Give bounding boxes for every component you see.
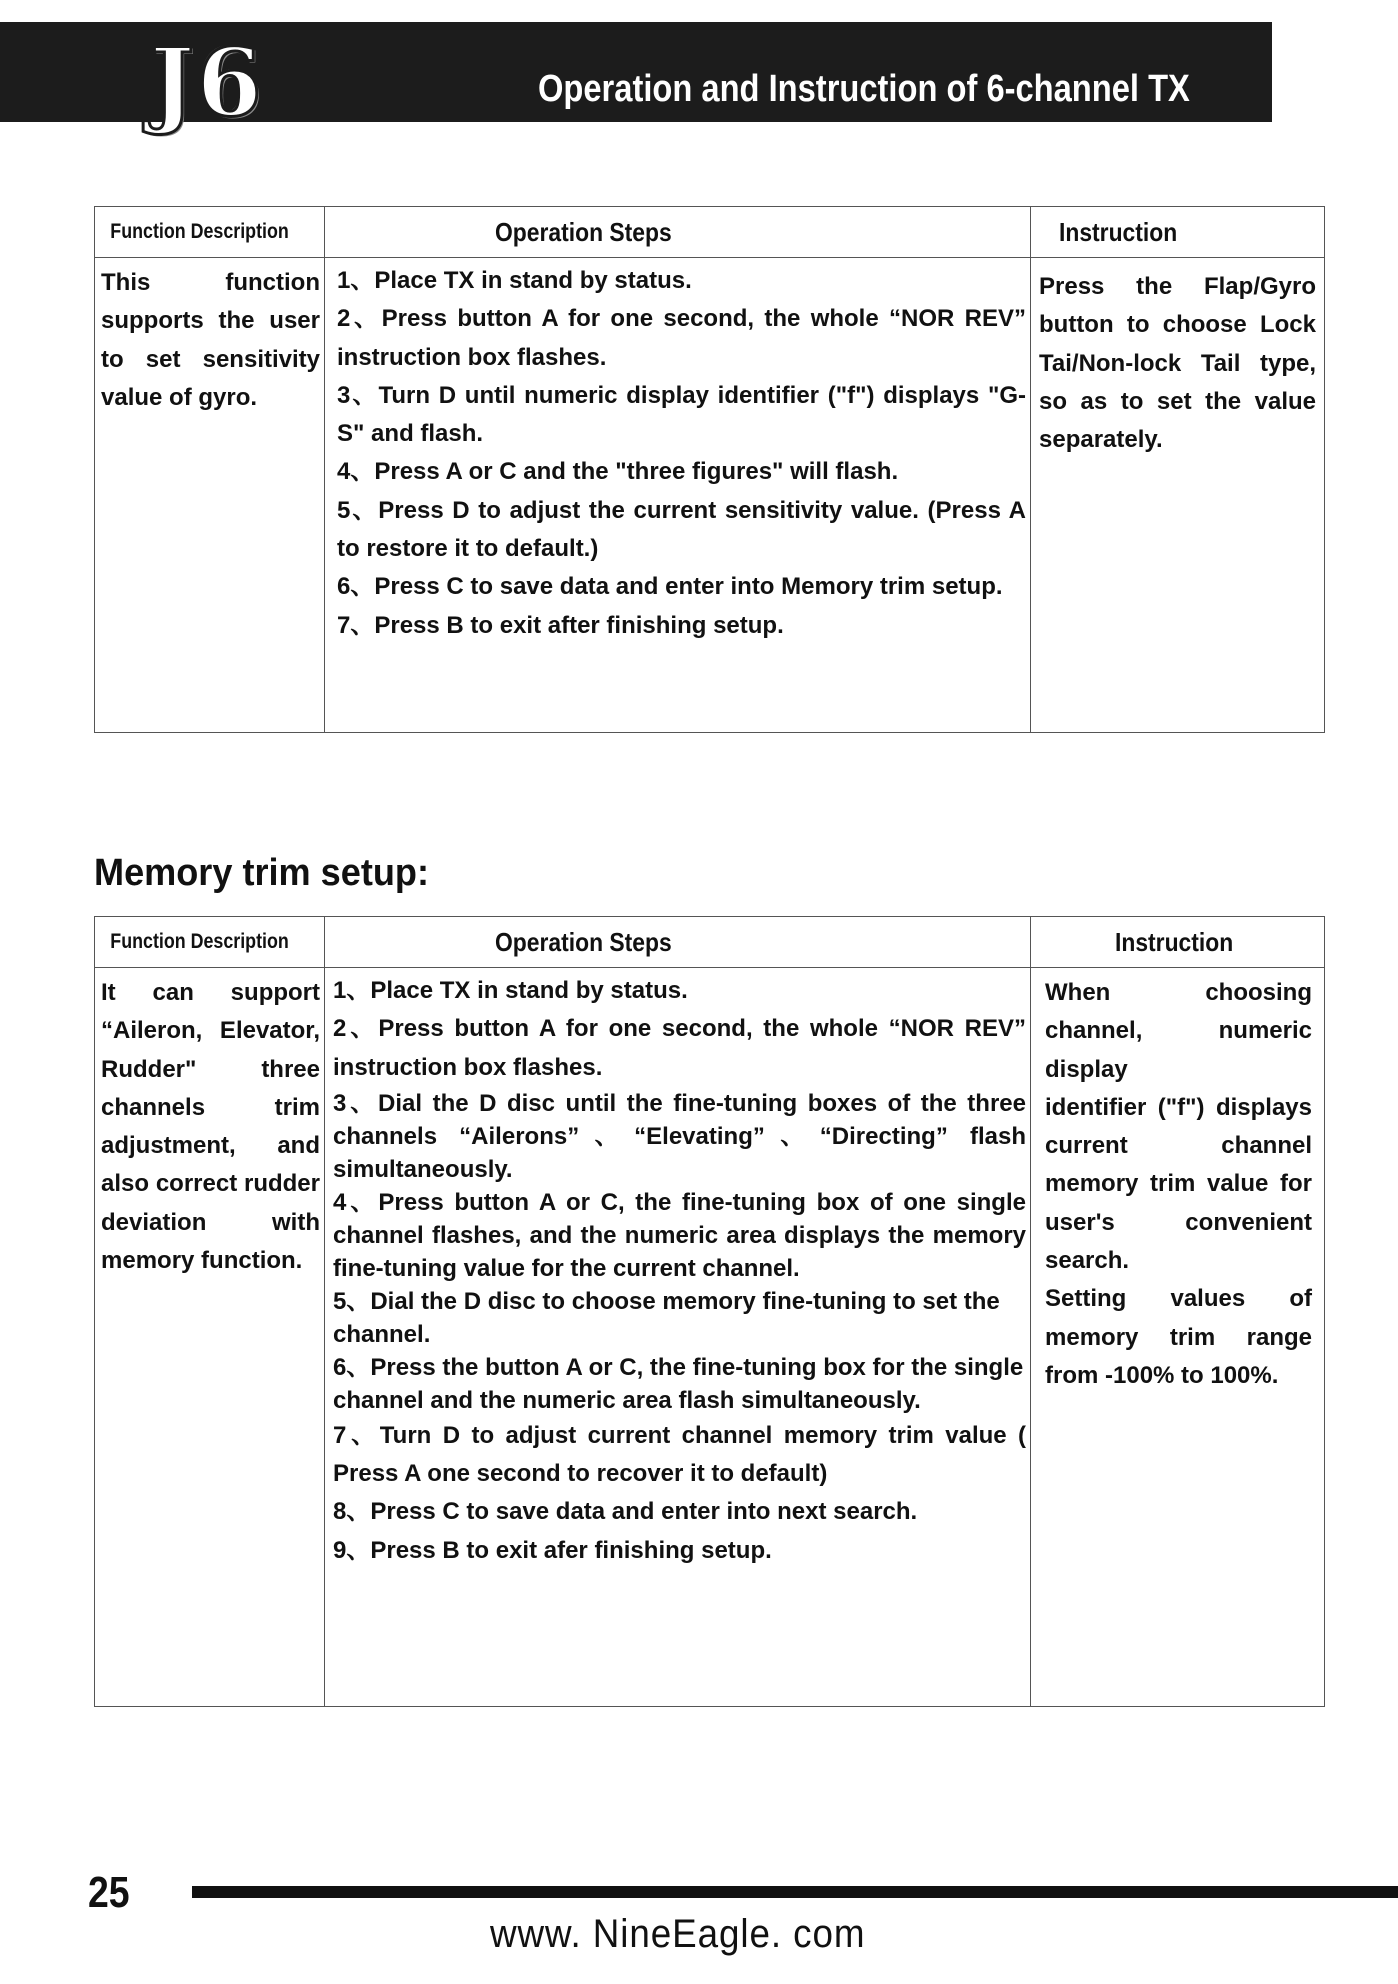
page-number: 25 xyxy=(88,1868,130,1917)
header-bar xyxy=(0,22,1272,138)
instruction-line: When choosing xyxy=(1045,979,1312,1006)
function-line: adjustment, and xyxy=(101,1132,320,1160)
table-body-row xyxy=(95,258,1325,733)
steps-list xyxy=(337,262,1026,645)
function-line: “Aileron, Elevator, xyxy=(101,1017,320,1045)
operation-steps-cell xyxy=(325,258,1031,733)
step-item: 7、Press B to exit after finishing setup. xyxy=(337,611,784,639)
operation-steps-header: Operation Steps xyxy=(325,207,1031,258)
step-item: 6、Press C to save data and enter into Memory trim setup. xyxy=(337,573,1003,601)
instruction-line: identifier ("f") displays xyxy=(1045,1093,1312,1121)
function-description-header: Function Description xyxy=(95,917,325,968)
memory-trim-table xyxy=(94,916,1325,1707)
table-header-row xyxy=(95,207,1325,258)
function-line: It can support xyxy=(101,979,320,1006)
step-item: 4、Press button A or C, the fine-tuning box of one single channel flashes, and the numeric area displays the memory fine-tuning value for the current channel. xyxy=(333,1188,1026,1282)
step-item: 5、Dial the D disc to choose memory fine-tuning to set the channel. xyxy=(333,1287,1000,1348)
function-line: memory function. xyxy=(101,1247,303,1275)
function-line: value of gyro. xyxy=(101,383,258,411)
step-item: 3、Turn D until numeric display identifier ("f") displays "G-S" and flash. xyxy=(337,381,1026,448)
step-item: 9、Press B to exit afer finishing setup. xyxy=(333,1536,772,1564)
website-url: www. NineEagle. com xyxy=(490,1912,866,1956)
instruction-line: memory trim value for xyxy=(1045,1170,1312,1198)
gyro-sensitivity-table xyxy=(94,206,1325,733)
function-line: also correct rudder xyxy=(101,1170,320,1198)
function-description-cell xyxy=(95,968,325,1707)
step-item: 7、Turn D to adjust current channel memory trim value ( Press A one second to recover it to default) xyxy=(333,1421,1026,1488)
step-item: 5、Press D to adjust the current sensitivity value. (Press A to restore it to default.) xyxy=(337,496,1026,563)
instruction-text: Press the Flap/Gyro button to choose Lock Tai/Non-lock Tail type, so as to set the value separately. xyxy=(1039,273,1316,454)
instruction-line: user's convenient xyxy=(1045,1208,1312,1236)
step-item: 2、Press button A for one second, the whole “NOR REV” instruction box flashes. xyxy=(337,305,1026,371)
table-body-row xyxy=(95,968,1325,1707)
instruction-line: current channel xyxy=(1045,1132,1312,1160)
instruction-line: Setting values of xyxy=(1045,1285,1312,1313)
function-line: Rudder" three xyxy=(101,1055,320,1083)
function-description-header: Function Description xyxy=(95,207,325,258)
step-item: 8、Press C to save data and enter into next search. xyxy=(333,1498,918,1526)
step-item: 1、Place TX in stand by status. xyxy=(333,977,688,1004)
instruction-line: from -100% to 100%. xyxy=(1045,1361,1279,1389)
table-header-row xyxy=(95,917,1325,968)
function-description-cell xyxy=(95,258,325,733)
instruction-cell xyxy=(1031,258,1325,733)
instruction-header: Instruction xyxy=(1031,917,1325,968)
step-item: 4、Press A or C and the "three figures" will flash. xyxy=(337,458,899,486)
footer-rule xyxy=(192,1886,1398,1898)
j6-logo: J6 xyxy=(150,28,264,138)
operation-steps-header: Operation Steps xyxy=(325,917,1031,968)
instruction-header: Instruction xyxy=(1031,207,1325,258)
instruction-line: channel, numeric display xyxy=(1045,1017,1312,1083)
function-line: to set sensitivity xyxy=(101,345,320,373)
function-line: supports the user xyxy=(101,307,320,335)
step-item: 1、Place TX in stand by status. xyxy=(337,267,692,294)
function-line: deviation with xyxy=(101,1208,320,1236)
instruction-cell xyxy=(1031,968,1325,1707)
instruction-line: memory trim range xyxy=(1045,1323,1312,1351)
instruction-line: search. xyxy=(1045,1247,1130,1275)
step-item: 3、Dial the D disc until the fine-tuning boxes of the three channels “Ailerons”、“Elevating”、“Directing” flash simultaneously. xyxy=(333,1089,1026,1183)
operation-steps-cell xyxy=(325,968,1031,1707)
step-item: 2、Press button A for one second, the whole “NOR REV” instruction box flashes. xyxy=(333,1015,1026,1081)
function-line: channels trim xyxy=(101,1093,320,1121)
steps-list xyxy=(333,972,1026,1570)
function-line: This function xyxy=(101,269,320,296)
header-title: Operation and Instruction of 6-channel TX xyxy=(538,68,1190,110)
section-heading: Memory trim setup: xyxy=(94,852,429,894)
step-item: 6、Press the button A or C, the fine-tuning box for the single channel and the numeric area flash simultaneously. xyxy=(333,1353,1024,1414)
